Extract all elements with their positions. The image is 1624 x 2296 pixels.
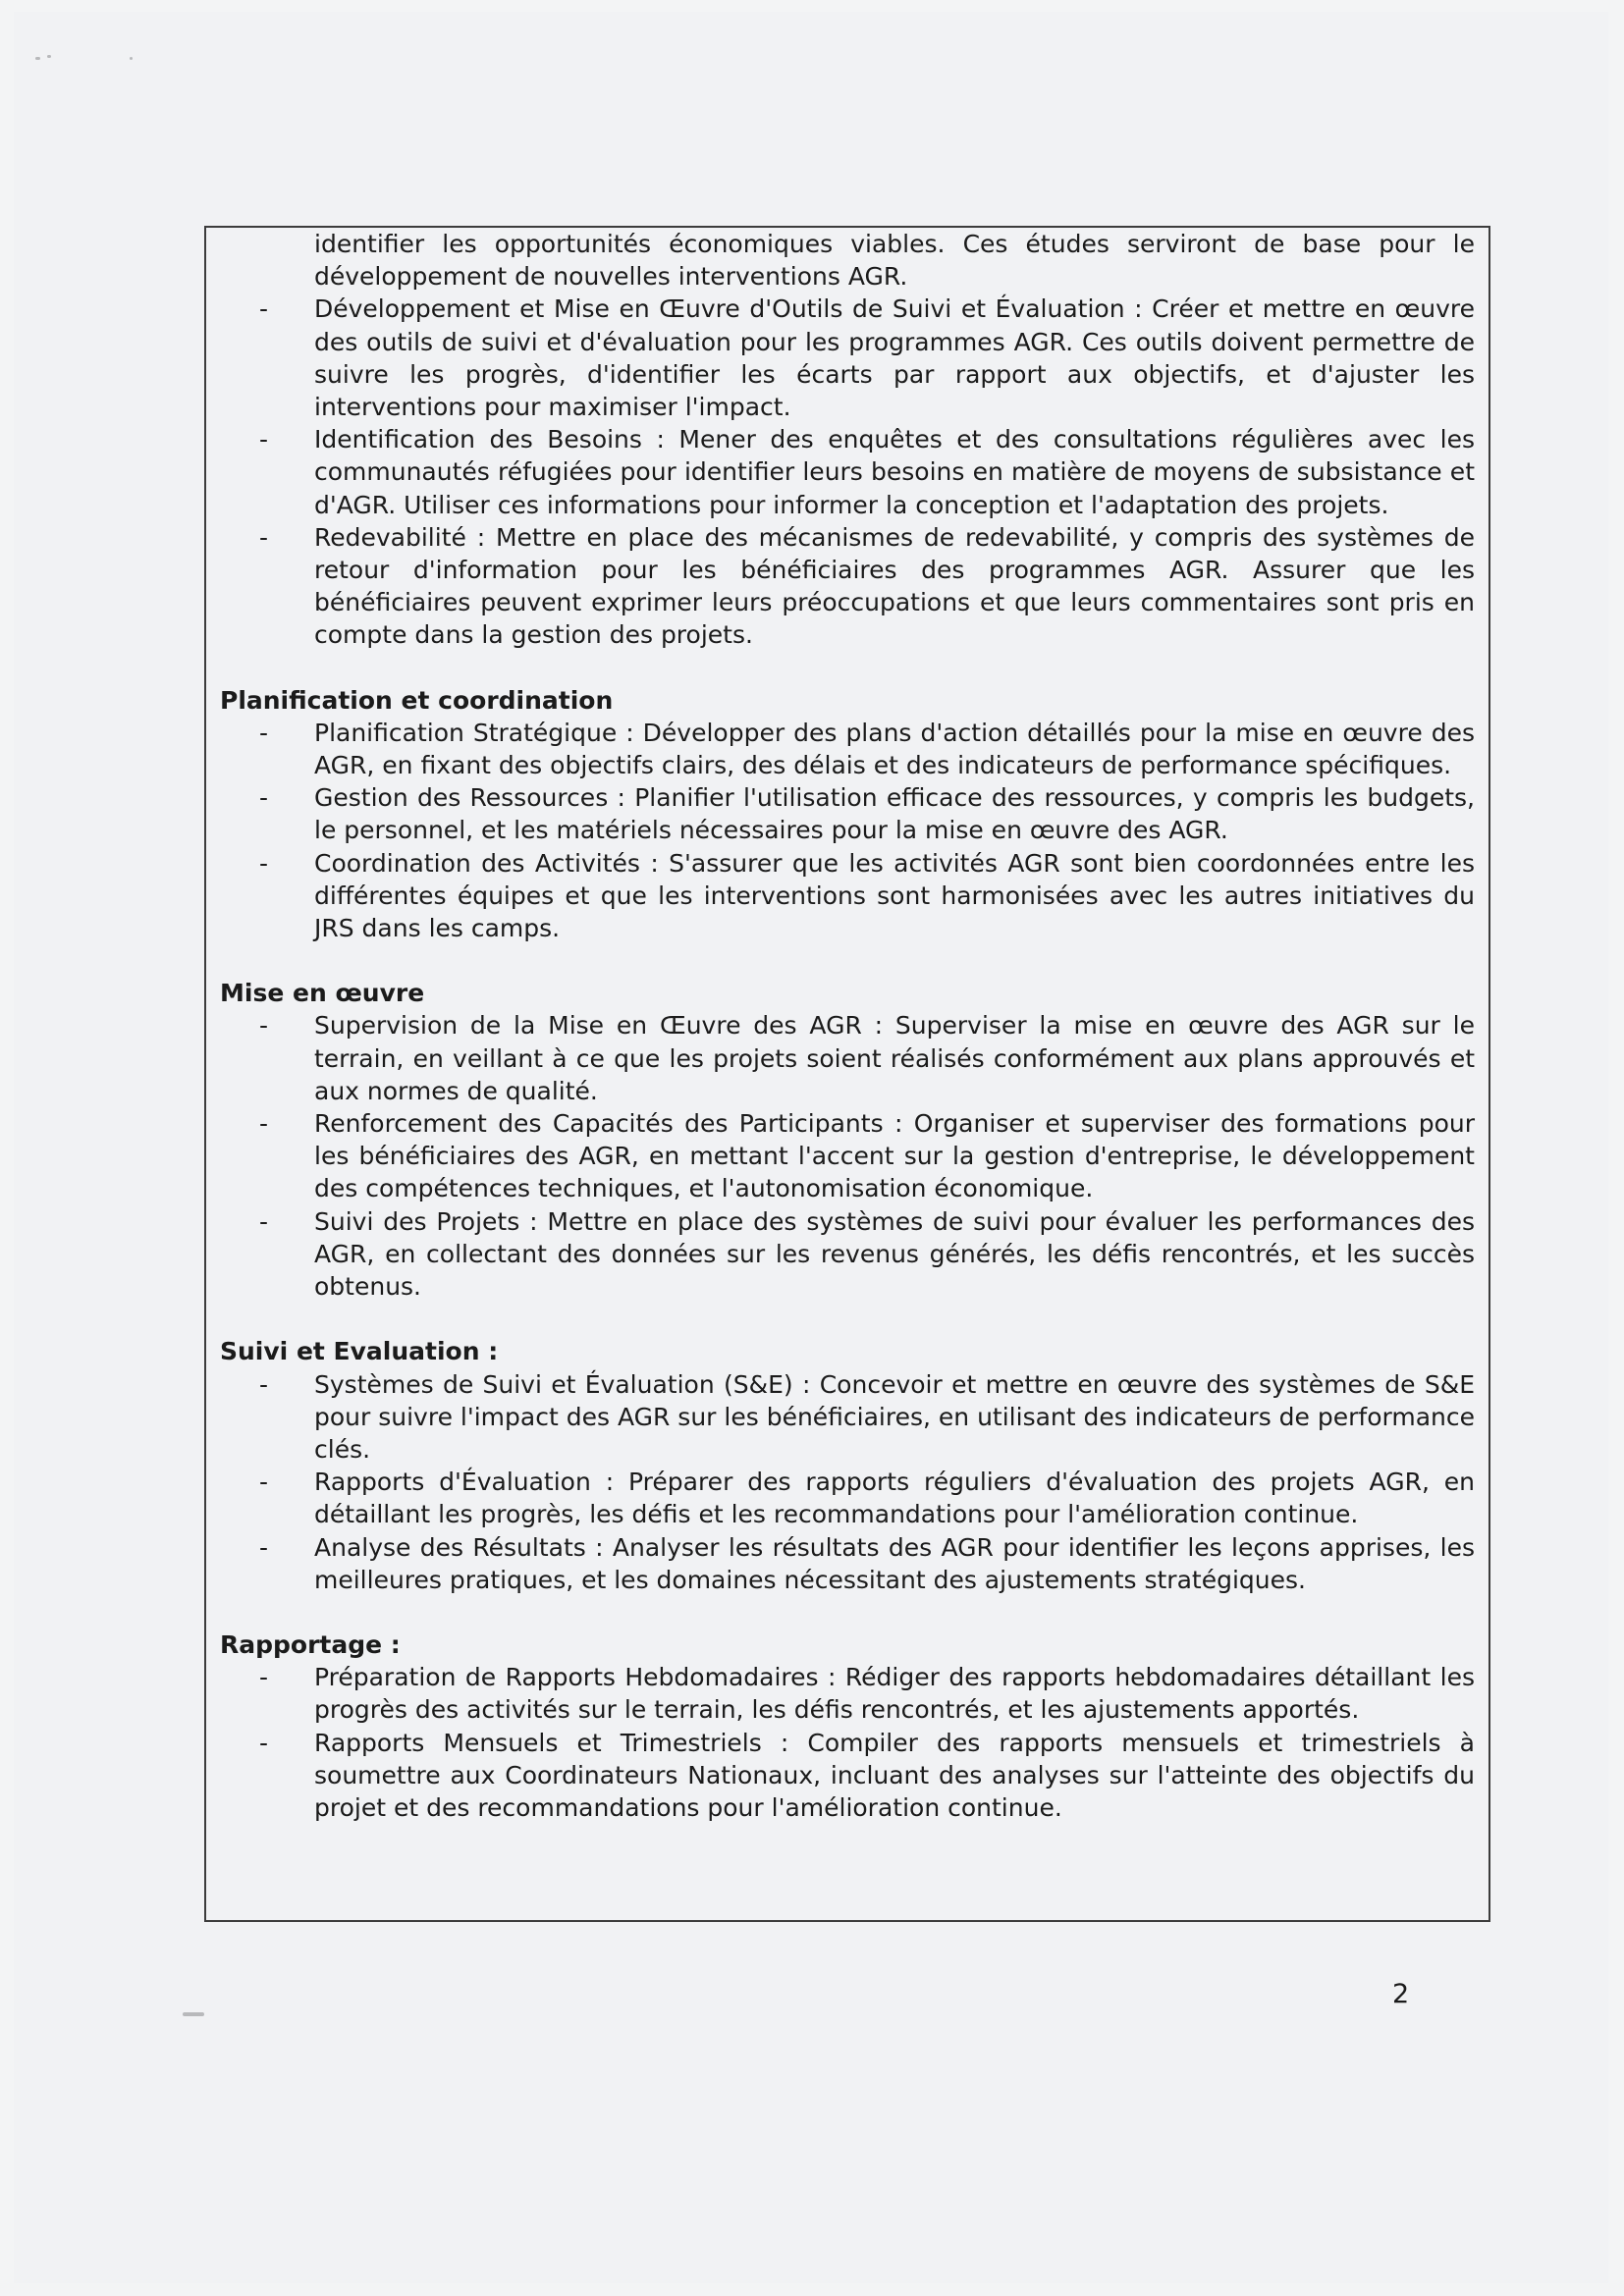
bullet-dash: - xyxy=(259,1206,269,1236)
section-suivi-evaluation xyxy=(220,1335,1475,1596)
bullet-dash: - xyxy=(259,1663,269,1692)
bullet-dash: - xyxy=(259,1369,269,1399)
list-item-text: Planification Stratégique : Développer des plans d'action détaillés pour la mise en œuvre des AGR, en fixant des objectifs clairs, des délais et des indicateurs de performance spécifiques. xyxy=(314,718,1475,780)
list-item xyxy=(220,1727,1475,1825)
list-item-text: Supervision de la Mise en Œuvre des AGR : Superviser la mise en œuvre des AGR sur le terrain, en veillant à ce que les projets soient réalisés conformément aux plans approuvés et aux normes de qualité. xyxy=(314,1011,1475,1105)
bullet-dash: - xyxy=(259,522,269,552)
list-item xyxy=(220,1661,1475,1726)
list-item-text: Analyse des Résultats : Analyser les résultats des AGR pour identifier les leçons apprises, les meilleures pratiques, et les domaines nécessitant des ajustements stratégiques. xyxy=(314,1532,1475,1594)
list-item-text: Rapports Mensuels et Trimestriels : Compiler des rapports mensuels et trimestriels à soumettre aux Coordinateurs Nationaux, incluant des analyses sur l'atteinte des objectifs du projet et des recommandations pour l'amélioration continue. xyxy=(314,1728,1475,1822)
bullet-dash: - xyxy=(259,1109,269,1139)
scan-speck xyxy=(130,57,133,60)
section-rapportage xyxy=(220,1629,1475,1824)
bullet-dash: - xyxy=(259,294,269,324)
bullet-dash: - xyxy=(259,848,269,878)
intro-list xyxy=(220,293,1475,651)
list-item-text: Systèmes de Suivi et Évaluation (S&E) : Concevoir et mettre en œuvre des systèmes de S&E pour suivre l'impact des AGR sur les bénéficiaires, en utilisant des indicateurs de performance clés. xyxy=(314,1369,1475,1464)
bullet-dash: - xyxy=(259,1468,269,1497)
page-number: 2 xyxy=(1392,1979,1410,2009)
scan-speck xyxy=(183,2012,204,2016)
list-item xyxy=(220,293,1475,423)
bullet-dash: - xyxy=(259,1532,269,1562)
section-heading: Mise en œuvre xyxy=(220,979,425,1008)
section-heading: Suivi et Evaluation : xyxy=(220,1337,499,1366)
bullet-dash: - xyxy=(259,783,269,813)
list-item xyxy=(220,1368,1475,1467)
intro-continuation: identifier les opportunités économiques viables. Ces études serviront de base pour le développement de nouvelles interventions AGR. xyxy=(314,230,1475,292)
section-heading: Planification et coordination xyxy=(220,685,614,715)
list-item xyxy=(220,1107,1475,1205)
list-item xyxy=(220,1531,1475,1596)
list-item xyxy=(220,717,1475,781)
list-item-text: Rapports d'Évaluation : Préparer des rapports réguliers d'évaluation des projets AGR, en détaillant les progrès, les défis et les recommandations pour l'amélioration continue. xyxy=(314,1468,1475,1529)
list-item xyxy=(220,521,1475,652)
list-item-text: Identification des Besoins : Mener des enquêtes et des consultations régulières avec les communautés réfugiées pour identifier leurs besoins en matière de moyens de subsistance et d'AGR. Utiliser ces informations pour informer la conception et l'adaptation des projets. xyxy=(314,425,1475,519)
list-item-text: Redevabilité : Mettre en place des mécanismes de redevabilité, y compris des systèmes de retour d'information pour les bénéficiaires des programmes AGR. Assurer que les bénéficiaires peuvent exprimer leurs préoccupations et que leurs commentaires sont pris en compte dans la gestion des projets. xyxy=(314,522,1475,650)
list-item xyxy=(220,1466,1475,1530)
list-item xyxy=(220,423,1475,521)
list-item-text: Gestion des Ressources : Planifier l'utilisation efficace des ressources, y compris les budgets, le personnel, et les matériels nécessaires pour la mise en œuvre des AGR. xyxy=(314,783,1475,845)
section-planification xyxy=(220,684,1475,945)
list-item xyxy=(220,1205,1475,1304)
bullet-dash: - xyxy=(259,1728,269,1757)
list-item-text: Coordination des Activités : S'assurer que les activités AGR sont bien coordonnées entre les différentes équipes et que les interventions sont harmonisées avec les autres initiatives du JRS dans les camps. xyxy=(314,848,1475,943)
list-item xyxy=(220,847,1475,945)
scan-speck xyxy=(47,55,51,58)
bullet-dash: - xyxy=(259,718,269,747)
list-item xyxy=(220,1009,1475,1107)
section-mise-en-oeuvre xyxy=(220,977,1475,1303)
bullet-dash: - xyxy=(259,425,269,454)
list-item-text: Préparation de Rapports Hebdomadaires : Rédiger des rapports hebdomadaires détaillant les progrès des activités sur le terrain, les défis rencontrés, et les ajustements apportés. xyxy=(314,1663,1475,1725)
bullet-dash: - xyxy=(259,1011,269,1041)
content-frame xyxy=(204,226,1490,1922)
list-item-text: Renforcement des Capacités des Participants : Organiser et superviser des formations pour les bénéficiaires des AGR, en mettant l'accent sur la gestion d'entreprise, le développement des compétences techniques, et l'autonomisation économique. xyxy=(314,1109,1475,1203)
list-item xyxy=(220,781,1475,846)
list-item-text: Développement et Mise en Œuvre d'Outils de Suivi et Évaluation : Créer et mettre en œuvre des outils de suivi et d'évaluation pour les programmes AGR. Ces outils doivent permettre de suivre les progrès, d'identifier les écarts par rapport aux objectifs, et d'ajuster les interventions pour maximiser l'impact. xyxy=(314,294,1475,422)
section-heading: Rapportage : xyxy=(220,1629,401,1659)
scan-speck xyxy=(35,57,40,60)
list-item-text: Suivi des Projets : Mettre en place des systèmes de suivi pour évaluer les performances des AGR, en collectant des données sur les revenus générés, les défis rencontrés, et les succès obtenus. xyxy=(314,1206,1475,1302)
